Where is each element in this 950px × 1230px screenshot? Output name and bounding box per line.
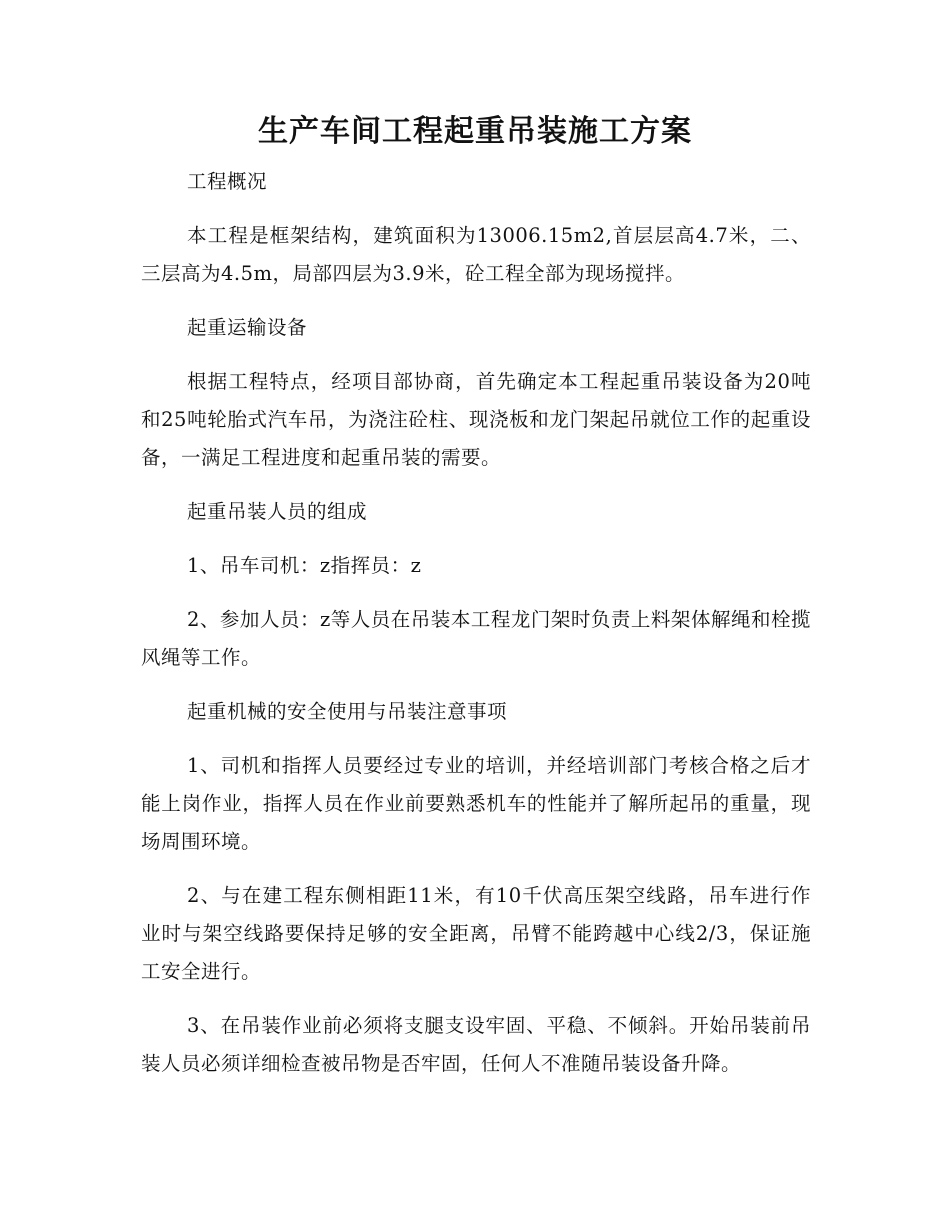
paragraph-overview: 本工程是框架结构，建筑面积为13006.15m2,首层层高4.7米，二、三层高为4.5m，局部四层为3.9米，砼工程全部为现场搅拌。 [141,224,811,285]
section-heading-overview: 工程概况 [187,170,268,193]
paragraph-personnel-2: 2、参加人员：z等人员在吊装本工程龙门架时负责上料架体解绳和栓揽风绳等工作。 [141,608,811,669]
paragraph-personnel-1: 1、吊车司机：z指挥员：z [187,554,422,577]
section-heading-safety: 起重机械的安全使用与吊装注意事项 [187,700,508,723]
section-heading-personnel: 起重吊装人员的组成 [187,500,368,523]
paragraph-safety-3: 3、在吊装作业前必须将支腿支设牢固、平稳、不倾斜。开始吊装前吊装人员必须详细检查被吊物是否牢固，任何人不准随吊装设备升降。 [141,1014,811,1075]
paragraph-safety-2: 2、与在建工程东侧相距11米，有10千伏高压架空线路，吊车进行作业时与架空线路要保持足够的安全距离，吊臂不能跨越中心线2/3，保证施工安全进行。 [141,884,811,983]
section-heading-equipment: 起重运输设备 [187,316,308,339]
document-body [141,163,811,1099]
document-title: 生产车间工程起重吊装施工方案 [258,114,692,149]
paragraph-equipment: 根据工程特点，经项目部协商，首先确定本工程起重吊装设备为20吨和25吨轮胎式汽车吊，为浇注砼柱、现浇板和龙门架起吊就位工作的起重设备，一满足工程进度和起重吊装的需要。 [141,370,811,469]
paragraph-safety-1: 1、司机和指挥人员要经过专业的培训，并经培训部门考核合格之后才能上岗作业，指挥人员在作业前要熟悉机车的性能并了解所起吊的重量，现场周围环境。 [141,754,811,853]
